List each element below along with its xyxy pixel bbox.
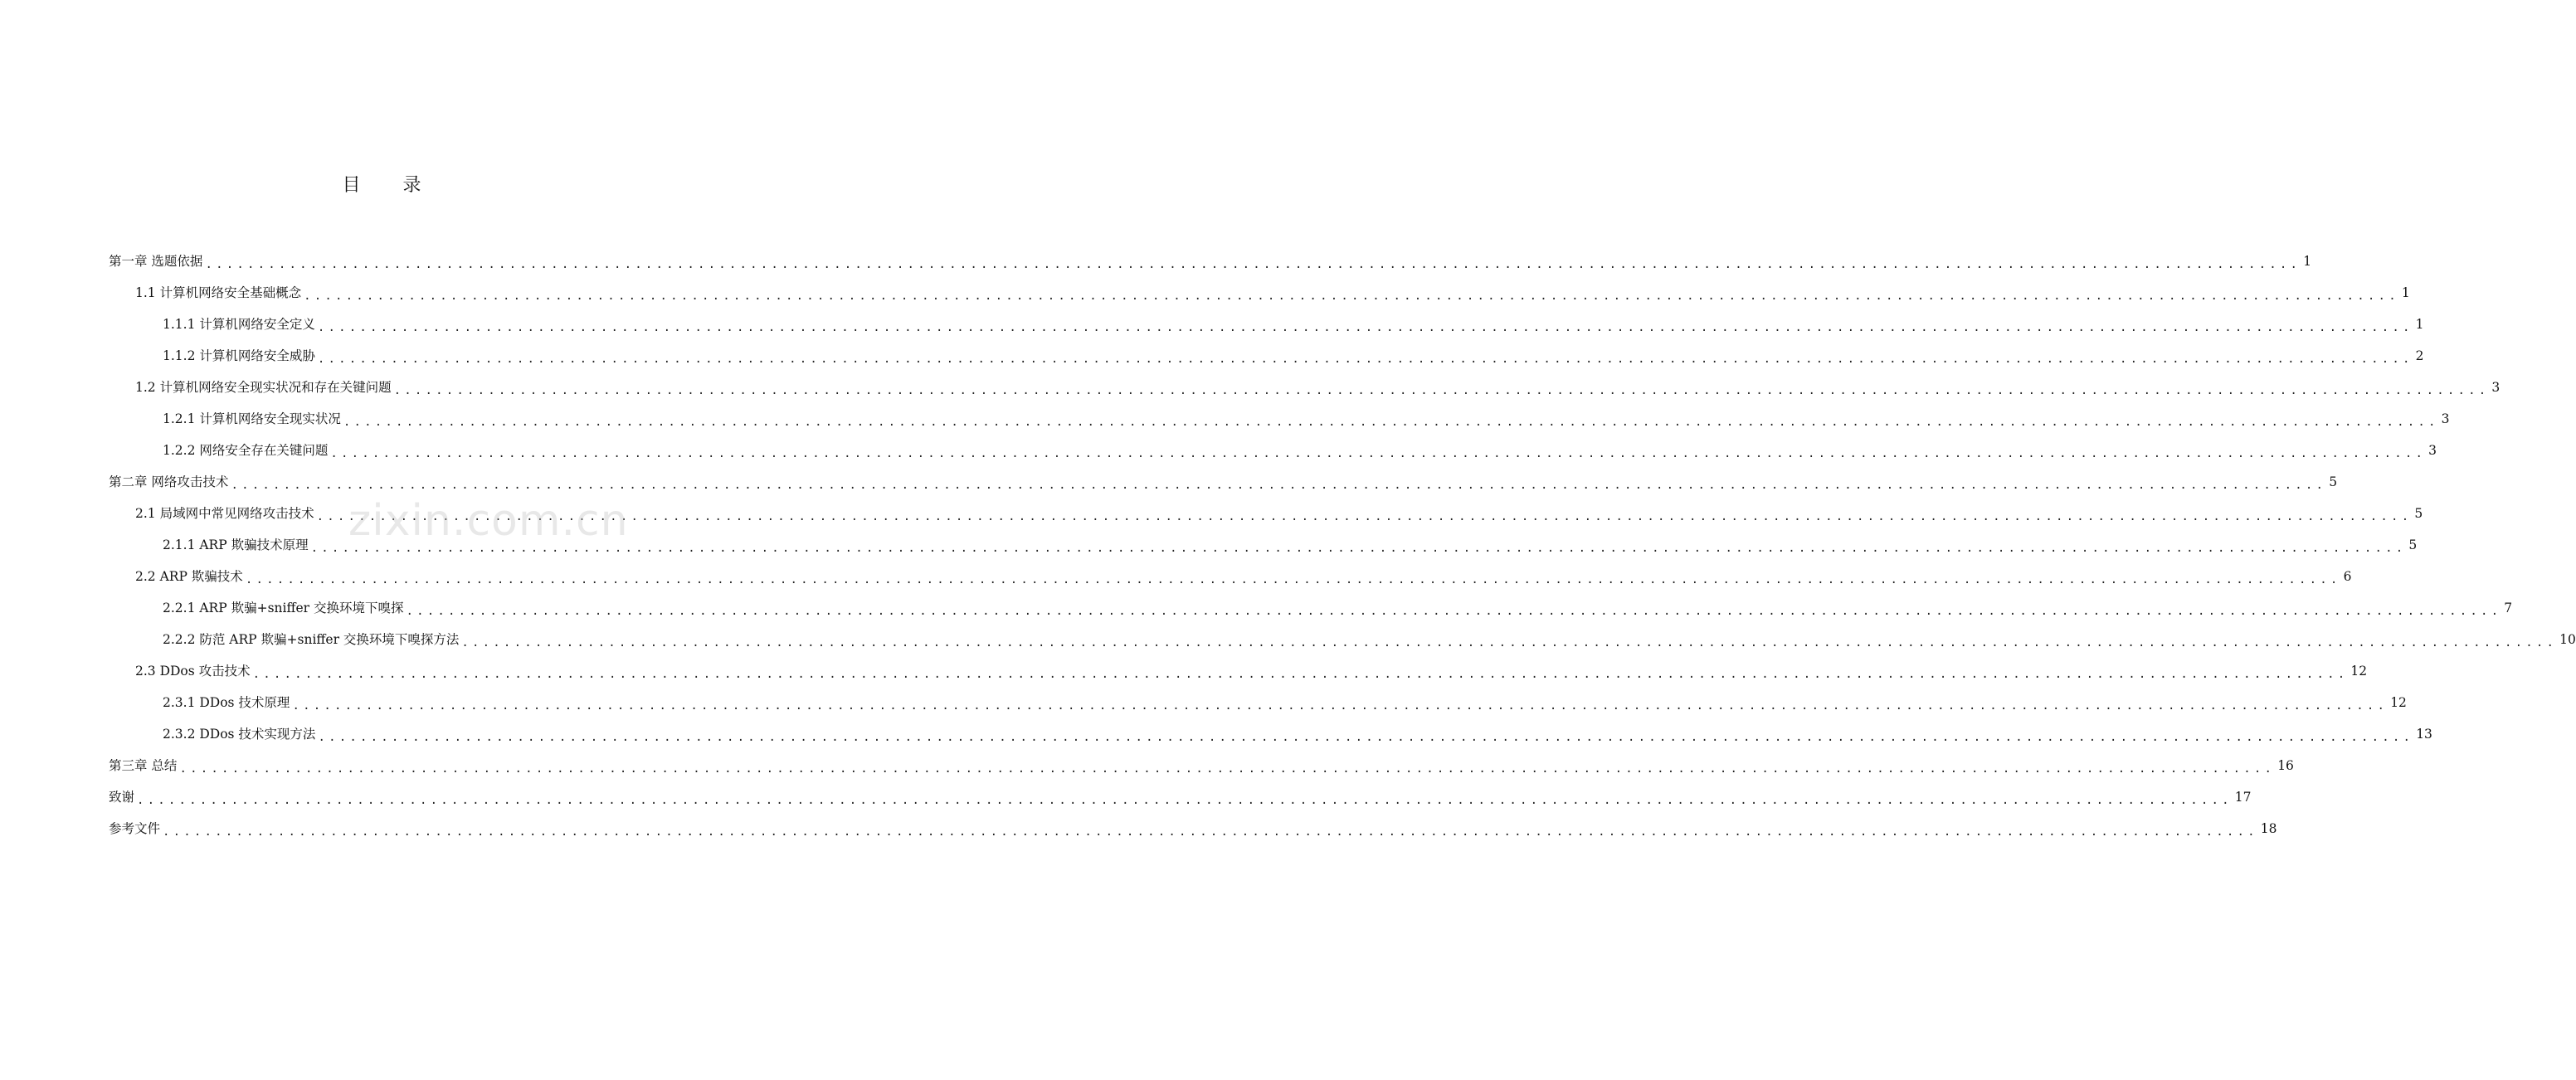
dot-leader: ........................................................................................................................................................................................................ — [179, 762, 2276, 776]
toc-entry[interactable] — [163, 534, 2418, 556]
toc-entry-page: 17 — [2234, 790, 2252, 805]
dot-leader: ........................................................................................................................................................................................................ — [318, 731, 2414, 744]
toc-entry[interactable] — [135, 282, 2410, 304]
toc-entry-label: 1.1 计算机网络安全基础概念 — [135, 285, 302, 300]
toc-entry-label: 2.3.2 DDos 技术实现方法 — [163, 727, 316, 742]
toc-entry-page: 1 — [2303, 254, 2312, 269]
toc-entry-page: 5 — [2408, 538, 2418, 552]
dot-leader: ........................................................................................................................................................................................................ — [343, 416, 2439, 429]
toc-entry-label: 2.1 局域网中常见网络攻击技术 — [135, 506, 314, 521]
toc-entry-label: 1.2 计算机网络安全现实状况和存在关键问题 — [135, 380, 392, 395]
toc-entry[interactable] — [135, 503, 2423, 524]
toc-entry-label: 1.2.1 计算机网络安全现实状况 — [163, 411, 341, 426]
toc-entry[interactable] — [163, 408, 2450, 430]
toc-entry-label: 1.2.2 网络安全存在关键问题 — [163, 443, 329, 458]
toc-entry[interactable] — [163, 723, 2432, 745]
toc-entry-label: 2.3 DDos 攻击技术 — [135, 664, 251, 679]
toc-entry[interactable] — [163, 597, 2513, 619]
toc-entry[interactable] — [163, 692, 2407, 713]
toc-entry-label: 2.2 ARP 欺骗技术 — [135, 569, 243, 584]
dot-leader: ........................................................................................................................................................................................................ — [231, 479, 2327, 492]
toc-entry-page: 5 — [2329, 474, 2338, 489]
toc-entry-label: 参考文件 — [109, 821, 161, 836]
toc-entry[interactable] — [163, 314, 2424, 335]
dot-leader: ........................................................................................................................................................................................................ — [317, 353, 2413, 366]
toc-entry-label: 第一章 选题依据 — [109, 254, 203, 269]
toc-entry-page: 5 — [2414, 506, 2423, 521]
dot-leader: ........................................................................................................................................................................................................ — [317, 321, 2413, 334]
dot-leader: ........................................................................................................................................................................................................ — [252, 668, 2349, 681]
dot-leader: ........................................................................................................................................................................................................ — [205, 258, 2301, 271]
toc-entry[interactable] — [163, 629, 2576, 650]
toc-entry-page: 16 — [2277, 758, 2294, 773]
dot-leader: ........................................................................................................................................................................................................ — [330, 447, 2427, 460]
toc-entry-page: 13 — [2416, 727, 2432, 742]
toc-entry-page: 18 — [2260, 821, 2277, 836]
page-title: 目 录 — [342, 175, 440, 196]
toc-entry-label: 第三章 总结 — [109, 758, 178, 773]
dot-leader: ........................................................................................................................................................................................................ — [310, 542, 2407, 555]
toc-entry-page: 6 — [2343, 569, 2352, 584]
toc-entry-label: 2.1.1 ARP 欺骗技术原理 — [163, 538, 309, 552]
toc-entry-label: 2.2.2 防范 ARP 欺骗+sniffer 交换环境下嗅探方法 — [163, 632, 460, 647]
toc-entry-label: 第二章 网络攻击技术 — [109, 474, 229, 489]
toc-entry-page: 7 — [2504, 601, 2513, 615]
dot-leader: ........................................................................................................................................................................................................ — [163, 825, 2258, 839]
toc-entry-page: 10 — [2559, 632, 2576, 647]
toc-entry-label: 1.1.1 计算机网络安全定义 — [163, 317, 315, 332]
dot-leader: ........................................................................................................................................................................................................ — [137, 794, 2233, 807]
toc-entry-label: 2.3.1 DDos 技术原理 — [163, 695, 290, 710]
toc-entry-page: 3 — [2491, 380, 2501, 395]
toc-entry[interactable] — [109, 471, 2338, 493]
toc-entry-page: 12 — [2350, 664, 2368, 679]
toc-entry-page: 3 — [2428, 443, 2437, 458]
toc-entry[interactable] — [135, 660, 2368, 682]
toc-entry[interactable] — [135, 566, 2352, 587]
toc-entry[interactable] — [163, 345, 2424, 367]
toc-entry-page: 3 — [2441, 411, 2450, 426]
toc-entry-label: 1.1.2 计算机网络安全威胁 — [163, 348, 315, 363]
toc-entry[interactable] — [109, 251, 2312, 272]
dot-leader: ........................................................................................................................................................................................................ — [292, 699, 2389, 713]
toc-entry[interactable] — [163, 440, 2437, 461]
toc-entry[interactable] — [135, 377, 2501, 398]
dot-leader: ........................................................................................................................................................................................................ — [393, 384, 2490, 397]
toc-entry-page: 1 — [2415, 317, 2424, 332]
dot-leader: ........................................................................................................................................................................................................ — [245, 573, 2341, 586]
toc-entry[interactable] — [109, 818, 2277, 839]
toc-entry-label: 2.2.1 ARP 欺骗+sniffer 交换环境下嗅探 — [163, 601, 404, 615]
dot-leader: ........................................................................................................................................................................................................ — [461, 636, 2558, 649]
dot-leader: ........................................................................................................................................................................................................ — [406, 605, 2502, 618]
toc-entry-page: 12 — [2390, 695, 2407, 710]
toc-entry-page: 2 — [2415, 348, 2424, 363]
watermark: zixin.com.cn — [348, 496, 629, 546]
toc-entry[interactable] — [109, 786, 2252, 808]
toc-entry-label: 致谢 — [109, 790, 135, 805]
dot-leader: ........................................................................................................................................................................................................ — [316, 510, 2413, 523]
toc-entry-page: 1 — [2401, 285, 2410, 300]
toc-entry[interactable] — [109, 755, 2294, 776]
dot-leader: ........................................................................................................................................................................................................ — [304, 289, 2399, 303]
